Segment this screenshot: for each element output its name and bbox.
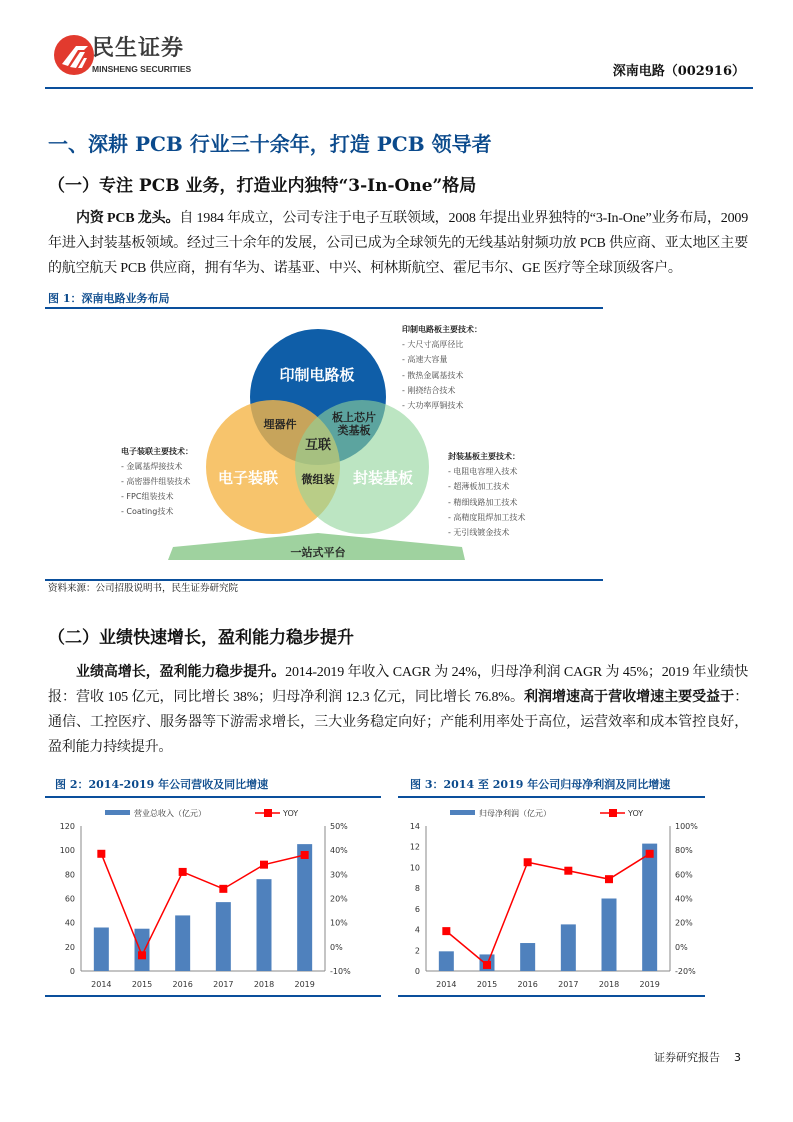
x-tick-label: 2014 <box>91 980 112 989</box>
x-tick-label: 2016 <box>517 980 538 989</box>
label-interconnect: 互联 <box>304 438 332 453</box>
yoy-line <box>446 854 649 965</box>
logo-name-en: MINSHENG SECURITIES <box>92 64 192 74</box>
para-lead: 内资 PCB 龙头。 <box>76 211 180 226</box>
page-number: 3 <box>734 1051 741 1064</box>
y2-tick-label: 20% <box>675 918 693 928</box>
y-tick-label: 100 <box>59 846 75 856</box>
pcb-tech-item: - 大功率厚铜技术 <box>402 401 464 410</box>
figure-title: 图 1：深南电路业务布局 <box>48 292 170 305</box>
charts-row <box>48 778 748 998</box>
y2-tick-label: 30% <box>330 870 348 880</box>
y-tick-label: 20 <box>64 942 75 952</box>
y2-tick-label: 0% <box>330 942 343 952</box>
legend-bar-label: 营业总收入（亿元） <box>134 809 206 818</box>
legend-bar-swatch <box>450 810 475 815</box>
logo-name: 民生证券 <box>92 36 185 61</box>
chart-bottom-divider <box>398 995 705 997</box>
bar <box>642 844 657 971</box>
y-tick-label: 2 <box>414 946 420 956</box>
y2-tick-label: 50% <box>330 822 348 831</box>
y-tick-label: 10 <box>409 863 420 873</box>
bar <box>561 924 576 971</box>
pcb-tech-item: - 散热金属基技术 <box>402 371 464 380</box>
para-text: 2014-2019 年收入 CAGR 为 24%，归母净利润 CAGR 为 45%；2019 年业绩快报：营收 105 亿元，同比增长 38%；归母净利润 12.3 亿元，同比增长 76.8%。 <box>48 665 748 705</box>
para-lead: 利润增速高于营收增速主要受益于 <box>523 690 735 705</box>
y2-tick-label: 40% <box>330 846 348 856</box>
para-text: ：通信、工控医疗、服务器等下游需求增长，三大业务稳定向好；产能利用率处于高位，运营效率和成本管控良好，盈利能力持续提升。 <box>48 690 749 755</box>
x-tick-label: 2019 <box>639 980 660 989</box>
label-assembly: 电子装联 <box>217 469 279 487</box>
y2-tick-label: -20% <box>675 967 696 976</box>
label-cob2: 类基板 <box>337 424 371 437</box>
section-title: 一、深耕 PCB 行业三十余年，打造 PCB 领导者 <box>48 132 492 156</box>
legend-line-label: YOY <box>283 809 299 818</box>
yoy-marker <box>483 961 491 969</box>
y-tick-label: 6 <box>414 904 420 914</box>
subsection-title: （一）专注 PCB 业务，打造业内独特“3-In-One”格局 <box>48 176 477 196</box>
y-tick-label: 80 <box>64 870 75 880</box>
figure-divider <box>45 796 381 798</box>
y-tick-label: 4 <box>414 925 420 935</box>
y-tick-label: 0 <box>414 967 420 976</box>
assembly-tech-item: - 高密器件组装技术 <box>121 477 191 486</box>
x-tick-label: 2018 <box>598 980 620 989</box>
x-tick-label: 2016 <box>172 980 193 989</box>
assembly-tech-item: - Coating技术 <box>121 507 174 516</box>
substrate-tech-item: - 精细线路加工技术 <box>448 498 518 507</box>
figure-title: 图 2：2014-2019 年公司营收及同比增速 <box>55 778 269 791</box>
pcb-tech-item: - 大尺寸高厚径比 <box>402 340 464 349</box>
subsection-title: （二）业绩快速增长，盈利能力稳步提升 <box>48 628 354 648</box>
label-substrate: 封装基板 <box>352 469 414 487</box>
legend-bar-label: 归母净利润（亿元） <box>479 809 551 818</box>
y2-tick-label: 40% <box>675 894 693 904</box>
pcb-tech-item: - 高速大容量 <box>402 355 448 364</box>
y2-tick-label: 0% <box>675 942 688 952</box>
y2-tick-label: 80% <box>675 846 693 856</box>
y2-tick-label: 60% <box>675 870 693 880</box>
label-platform: 一站式平台 <box>290 546 346 559</box>
x-tick-label: 2017 <box>213 980 234 989</box>
yoy-marker <box>442 927 450 935</box>
para-lead: 业绩高增长，盈利能力稳步提升。 <box>76 665 286 680</box>
figure-source: 资料来源：公司招股说明书，民生证券研究院 <box>48 583 239 594</box>
y2-tick-label: -10% <box>330 967 351 976</box>
y-tick-label: 0 <box>69 967 75 976</box>
bar <box>439 951 454 971</box>
figure-title: 图 3：2014 至 2019 年公司归母净利润及同比增速 <box>410 778 671 791</box>
pcb-tech-item: - 刚挠结合技术 <box>402 386 456 395</box>
footer <box>654 1049 741 1065</box>
yoy-marker <box>524 858 532 866</box>
yoy-marker <box>605 875 613 883</box>
substrate-tech-item: - 高精度阻焊加工技术 <box>448 513 526 522</box>
assembly-tech-item: - FPC组装技术 <box>121 492 174 501</box>
x-tick-label: 2017 <box>558 980 579 989</box>
yoy-marker <box>564 867 572 875</box>
substrate-tech-item: - 超薄板加工技术 <box>448 482 510 491</box>
y2-tick-label: 100% <box>675 822 698 831</box>
x-tick-label: 2019 <box>294 980 315 989</box>
yoy-marker <box>646 850 654 858</box>
y2-tick-label: 20% <box>330 894 348 904</box>
stock-name: 深南电路（002916） <box>612 64 745 79</box>
x-tick-label: 2015 <box>476 980 498 989</box>
y-tick-label: 120 <box>59 822 75 831</box>
y-tick-label: 60 <box>64 894 75 904</box>
pcb-tech-title: 印制电路板主要技术： <box>402 325 482 334</box>
bar <box>602 899 617 972</box>
y-tick-label: 14 <box>409 822 420 831</box>
assembly-tech-item: - 金属基焊接技术 <box>121 462 183 471</box>
para-text: 自 1984 年成立，公司专注于电子互联领域，2008 年提出业界独特的“3-In-One”业务布局，2009 年进入封装基板领域。经过三十余年的发展，公司已成为全球领先的无线基站射频功放 PCB 供应商、亚太地区主要的航空航天 PCB 供应商，拥有华为、诺基亚、中兴、柯林斯航空、霍尼韦尔、GE 医疗等全球顶级客户。 <box>48 211 749 276</box>
assembly-tech-title: 电子装联主要技术： <box>121 447 193 456</box>
footer-label: 证券研究报告 <box>654 1051 720 1064</box>
figure-divider <box>398 796 705 798</box>
legend-line-marker <box>609 809 617 817</box>
x-tick-label: 2015 <box>131 980 153 989</box>
y-tick-label: 40 <box>64 918 75 928</box>
y-tick-label: 8 <box>414 884 420 894</box>
substrate-tech-item: - 无引线镀金技术 <box>448 528 510 537</box>
label-cob: 板上芯片 <box>332 411 376 424</box>
legend-line-label: YOY <box>628 809 644 818</box>
x-tick-label: 2014 <box>436 980 457 989</box>
label-pcb: 印制电路板 <box>279 366 355 384</box>
substrate-tech-title: 封装基板主要技术： <box>448 452 520 461</box>
label-embedded: 埋器件 <box>263 418 297 431</box>
chart-bottom-divider <box>45 995 381 997</box>
label-micro: 微组装 <box>301 473 335 486</box>
substrate-tech-item: - 电阻电容埋入技术 <box>448 467 518 476</box>
y-tick-label: 12 <box>409 842 420 852</box>
y2-tick-label: 10% <box>330 918 348 928</box>
x-tick-label: 2018 <box>253 980 275 989</box>
content-flow <box>48 206 748 998</box>
bar <box>520 943 535 971</box>
